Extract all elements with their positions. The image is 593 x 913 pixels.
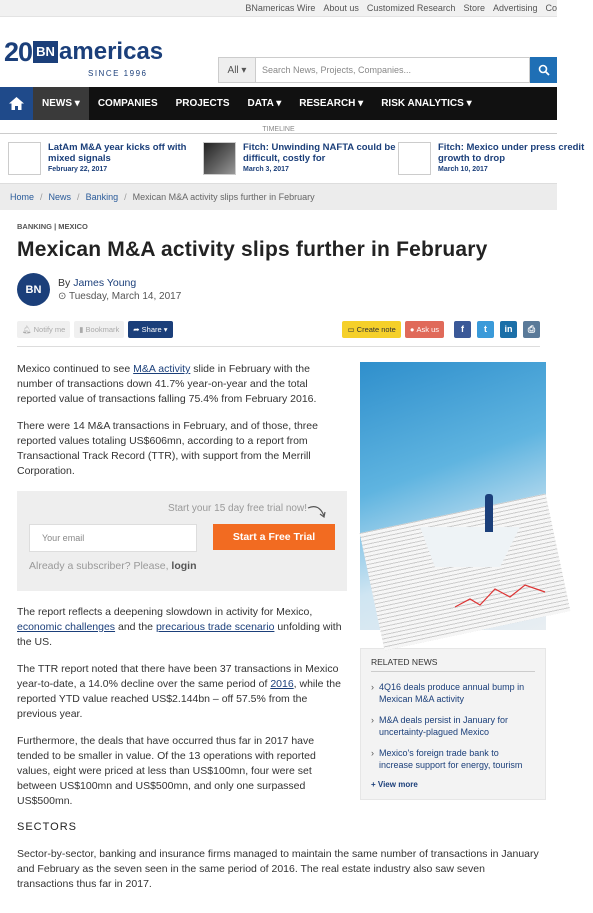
paragraph: The TTR report noted that there have been 37 transactions in Mexico year-to-date, a 14.0% decline over the same period of 2016, while the reported YTD value reached US$2.144bn – off 57.5% from the previous year. bbox=[17, 663, 341, 720]
chevron-right-icon: › bbox=[371, 715, 374, 725]
logo-number: 20 bbox=[4, 36, 33, 67]
view-more-link[interactable]: + View more bbox=[371, 780, 418, 789]
breadcrumb: Home / News / Banking / Mexican M&A activity slips further in February bbox=[0, 184, 557, 210]
ticker-item[interactable] bbox=[398, 142, 593, 175]
divider bbox=[17, 346, 540, 347]
breadcrumb-current: Mexican M&A activity slips further in February bbox=[132, 192, 315, 202]
search-button[interactable] bbox=[530, 57, 557, 83]
ticker-item[interactable] bbox=[8, 142, 203, 175]
nav-news[interactable]: NEWS ▾ bbox=[33, 87, 89, 120]
nav-companies[interactable]: COMPANIES bbox=[97, 98, 158, 109]
byline-prefix: By bbox=[58, 277, 71, 289]
chat-icon: ● bbox=[409, 324, 417, 334]
ticker-title: LatAm M&A year kicks off with mixed signals bbox=[48, 142, 187, 164]
subscriber-text: Already a subscriber? Please, bbox=[29, 560, 169, 572]
ticker-thumbnail bbox=[203, 142, 236, 175]
author-block bbox=[17, 273, 540, 306]
search-input[interactable]: Search News, Projects, Companies... bbox=[256, 57, 530, 83]
login-link[interactable]: login bbox=[171, 560, 197, 572]
share-icon: ➦ bbox=[133, 324, 142, 334]
ask-us-button[interactable]: ● Ask us bbox=[405, 321, 444, 338]
linkedin-icon[interactable]: in bbox=[500, 321, 517, 338]
chevron-right-icon: › bbox=[371, 682, 374, 692]
nav-risk-analytics[interactable]: RISK ANALYTICS ▾ bbox=[381, 98, 472, 109]
email-field[interactable]: Your email bbox=[29, 524, 197, 552]
related-news-title: RELATED NEWS bbox=[371, 657, 535, 672]
section-heading: SECTORS bbox=[17, 821, 77, 833]
related-item[interactable]: › 4Q16 deals produce annual bump in Mexican M&A activity bbox=[371, 682, 525, 704]
bell-icon: 🔔︎ bbox=[22, 324, 34, 334]
bnamericas-logo[interactable] bbox=[4, 36, 164, 78]
timeline-label: TIMELINE bbox=[0, 126, 557, 140]
home-icon bbox=[9, 97, 24, 110]
curved-arrow-icon bbox=[307, 505, 327, 519]
bookmark-icon: ▮ bbox=[79, 324, 86, 334]
breadcrumb-banking[interactable]: Banking bbox=[85, 192, 119, 202]
related-item[interactable]: › Mexico's foreign trade bank to increase support for energy, tourism bbox=[371, 748, 523, 770]
logo-since: SINCE 1996 bbox=[88, 69, 148, 78]
article-title: Mexican M&A activity slips further in February bbox=[17, 238, 488, 261]
clock-icon: ⊙ bbox=[58, 291, 67, 302]
topbar-link-about[interactable]: About us bbox=[323, 3, 359, 13]
paragraph: Sector-by-sector, banking and insurance firms managed to maintain the same number of transactions in January and February as the seven seen in the same period of 2016. The real estate industry also saw seven transactions thus far in 2017. bbox=[17, 848, 539, 890]
free-trial-box bbox=[17, 491, 347, 591]
nav-projects[interactable]: PROJECTS bbox=[175, 98, 230, 109]
ticker-date: February 22, 2017 bbox=[48, 166, 108, 173]
chevron-right-icon: › bbox=[371, 748, 374, 758]
share-button[interactable]: ➦ Share ▾ bbox=[128, 321, 172, 338]
related-item[interactable]: › M&A deals persist in January for uncertainty-plagued Mexico bbox=[371, 715, 509, 737]
start-trial-button[interactable]: Start a Free Trial bbox=[213, 524, 335, 550]
topbar-link-research[interactable]: Customized Research bbox=[366, 3, 456, 13]
topbar-link-contact[interactable]: Co bbox=[545, 3, 557, 13]
paragraph: The report reflects a deepening slowdown in activity for Mexico, economic challenges and the precarious trade scenario unfolding with the US. bbox=[17, 606, 342, 648]
breadcrumb-home[interactable]: Home bbox=[10, 192, 35, 202]
utility-bar bbox=[0, 0, 557, 17]
ticker-thumbnail bbox=[398, 142, 431, 175]
author-avatar[interactable]: BN bbox=[17, 273, 50, 306]
nav-data[interactable]: DATA ▾ bbox=[247, 98, 282, 109]
breadcrumb-news[interactable]: News bbox=[48, 192, 72, 202]
ticker-date: March 10, 2017 bbox=[438, 166, 488, 173]
link-ma-activity[interactable]: M&A activity bbox=[133, 363, 191, 375]
author-name[interactable]: James Young bbox=[73, 277, 137, 289]
article-toolbar bbox=[17, 320, 540, 338]
topbar-link-wire[interactable]: BNamericas Wire bbox=[245, 3, 316, 13]
article bbox=[0, 222, 557, 892]
link-2016[interactable]: 2016 bbox=[270, 678, 294, 690]
paragraph: Furthermore, the deals that have occurred thus far in 2017 have tended to be smaller in value. Of the 13 operations with reported values, eight were priced at less than US$100mn, four were set between US$100mn and US$500mn, and only one surpassed US$500mn. bbox=[17, 735, 316, 807]
link-economic-challenges[interactable]: economic challenges bbox=[17, 621, 116, 633]
link-trade-scenario[interactable]: precarious trade scenario bbox=[155, 621, 275, 633]
paragraph: Mexico continued to see M&A activity slide in February with the number of transactions down 41.7% year-on-year and the total reported value of transactions falling 75.4% from February 2016. bbox=[17, 363, 317, 405]
bookmark-button[interactable]: ▮ Bookmark bbox=[74, 321, 124, 338]
create-note-button[interactable]: ▭ Create note bbox=[342, 321, 400, 338]
print-icon[interactable]: ⎙ bbox=[523, 321, 540, 338]
nav-research[interactable]: RESEARCH ▾ bbox=[299, 98, 364, 109]
paragraph: There were 14 M&A transactions in February, and of those, three reported values totaling US$606mn, according to a report from Transactional Track Record (TTR), with support from the Merrill Corporation. bbox=[17, 420, 318, 477]
article-image bbox=[360, 362, 546, 630]
search-bar bbox=[218, 57, 557, 83]
topbar-link-store[interactable]: Store bbox=[463, 3, 485, 13]
topbar-link-advertising[interactable]: Advertising bbox=[492, 3, 538, 13]
site-header bbox=[0, 17, 557, 87]
logo-name: americas bbox=[59, 38, 164, 65]
article-body bbox=[17, 362, 347, 847]
related-news bbox=[360, 648, 546, 800]
trial-title: Start your 15 day free trial now! bbox=[168, 503, 307, 514]
search-icon bbox=[538, 64, 550, 76]
logo-bn: BN bbox=[33, 41, 58, 63]
twitter-icon[interactable]: t bbox=[477, 321, 494, 338]
ticker-date: March 3, 2017 bbox=[243, 166, 289, 173]
article-category: BANKING | MEXICO bbox=[17, 222, 88, 231]
sidebar bbox=[360, 362, 546, 847]
search-scope-select[interactable]: All ▾ bbox=[218, 57, 256, 83]
notify-button[interactable]: 🔔︎ Notify me bbox=[17, 321, 70, 338]
ticker-title: Fitch: Mexico under press credit growth to drop bbox=[438, 142, 585, 164]
facebook-icon[interactable]: f bbox=[454, 321, 471, 338]
note-icon: ▭ bbox=[347, 324, 357, 334]
nav-home[interactable] bbox=[0, 87, 33, 120]
main-nav bbox=[0, 87, 557, 120]
ticker-title: Fitch: Unwinding NAFTA could be difficult, costly for bbox=[243, 142, 396, 164]
ticker-thumbnail bbox=[8, 142, 41, 175]
article-date: Tuesday, March 14, 2017 bbox=[69, 291, 182, 302]
news-ticker bbox=[0, 140, 585, 184]
ticker-item[interactable] bbox=[203, 142, 398, 175]
